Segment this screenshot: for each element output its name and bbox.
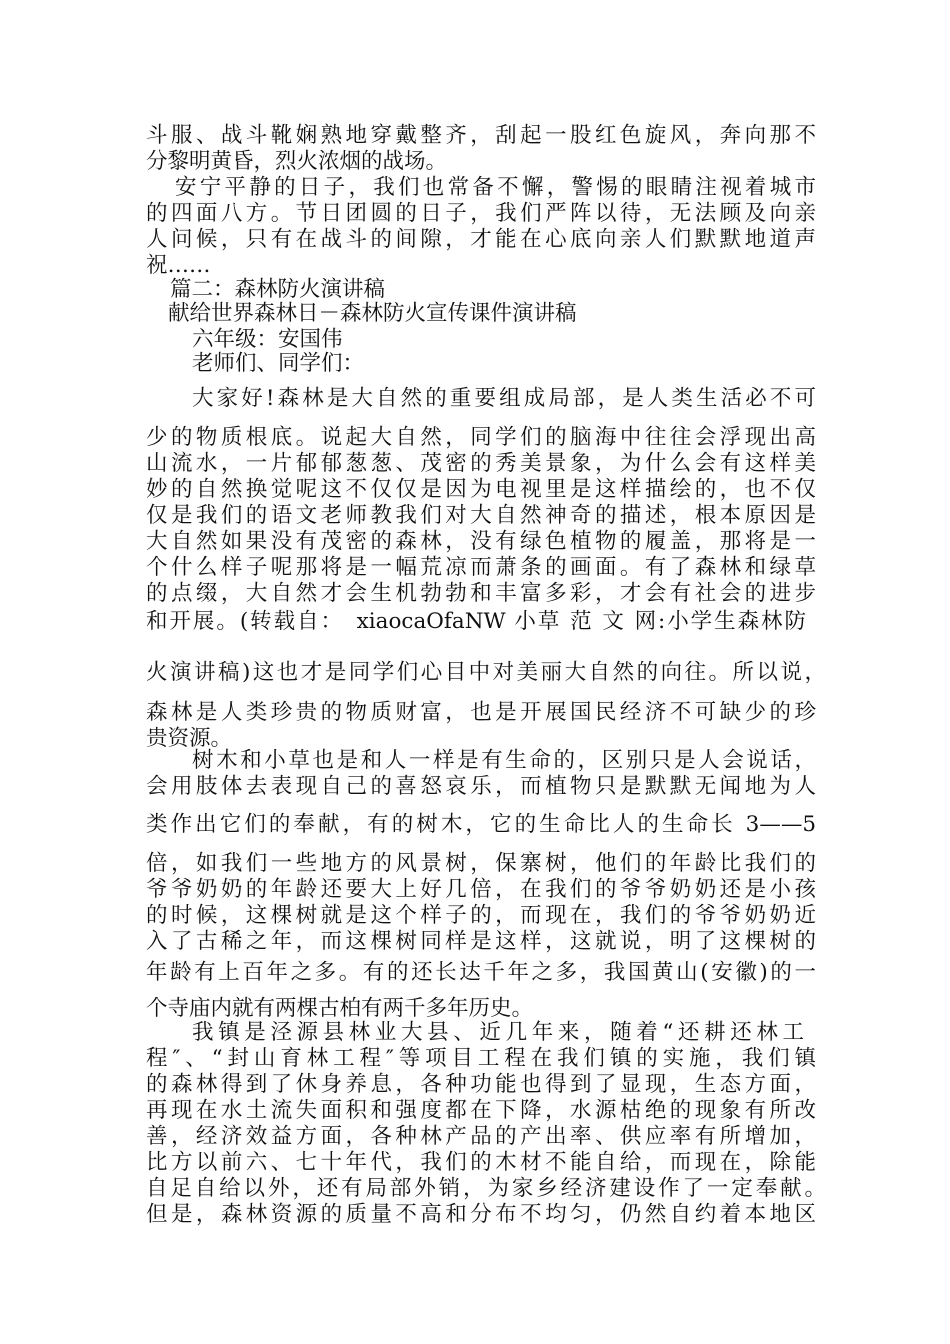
text-line: 倍，如我们一些地方的风景树，保寨树，他们的年龄比我们的: [146, 851, 816, 876]
text-line: 个寺庙内就有两棵古柏有两千多年历史。: [146, 996, 534, 1021]
section-heading: 篇二：森林防火演讲稿: [170, 277, 386, 302]
text-line: 斗服、战斗靴娴熟地穿戴整齐，刮起一股红色旋风，奔向那不: [146, 123, 816, 148]
text-line: 但是，森林资源的质量不高和分布不均匀，仍然自约着本地区: [146, 1202, 816, 1227]
text-line: 我镇是泾源县林业大县、近几年来，随着“还耕还林工: [192, 1020, 804, 1045]
text-line: 森林是人类珍贵的物质财富，也是开展国民经济不可缺少的珍: [146, 700, 816, 725]
text-line: 程″、“封山育林工程″等项目工程在我们镇的实施，我们镇: [146, 1046, 816, 1071]
text-line: 贵资源。: [146, 726, 233, 751]
text-line: 比方以前六、七十年代，我们的木材不能自给，而现在，除能: [146, 1150, 816, 1175]
text-line: 仅是我们的语文老师教我们对大自然神奇的描述，根本原因是: [146, 503, 816, 528]
text-line: 大自然如果没有茂密的森林，没有绿色植物的履盖，那将是一: [146, 529, 816, 554]
speech-title: 献给世界森林日－森林防火宣传课件演讲稿: [168, 301, 577, 326]
text-line: 入了古稀之年，而这棵树同样是这样，这就说，明了这棵树的: [146, 929, 816, 954]
text-line: 火演讲稿)这也才是同学们心目中对美丽大自然的向往。所以说，: [146, 660, 826, 685]
text-line: 的森林得到了休身养息，各种功能也得到了显现，生态方面，: [146, 1072, 816, 1097]
text-line: 安宁平静的日子，我们也常备不懈，警惕的眼睛注视着城市: [175, 175, 816, 200]
text-line: 祝……: [146, 253, 211, 278]
text-line: 和开展。(转载自： xiaocaOfaNW 小草 范 文 网:小学生森林防: [146, 609, 806, 634]
text-line: 爷爷奶奶的年龄还要大上好几倍，在我们的爷爷奶奶还是小孩: [146, 877, 816, 902]
text-line: 再现在水土流失面积和强度都在下降，水源枯绝的现象有所改: [146, 1098, 816, 1123]
text-line: 山流水，一片郁郁葱葱、茂密的秀美景象，为什么会有这样美: [146, 451, 816, 476]
text-line: 的时候，这棵树就是这个样子的，而现在，我们的爷爷奶奶近: [146, 903, 816, 928]
text-line: 妙的自然换觉呢这不仅仅是因为电视里是这样描绘的，也不仅: [146, 477, 816, 502]
text-line: 的四面八方。节日团圆的日子，我们严阵以待，无法顾及向亲: [146, 201, 816, 226]
text-line: 类作出它们的奉献，有的树木，它的生命比人的生命长 3——5: [146, 812, 816, 837]
text-line: 会用肢体去表现自己的喜怒哀乐，而植物只是默默无闻地为人: [146, 774, 816, 799]
text-line: 人问候，只有在战斗的间隙，才能在心底向亲人们默默地道声: [146, 227, 816, 252]
text-line: 善，经济效益方面，各种林产品的产出率、供应率有所增加，: [146, 1124, 816, 1149]
text-line: 分黎明黄昏，烈火浓烟的战场。: [146, 149, 448, 174]
text-line: 大家好!森林是大自然的重要组成局部，是人类生活必不可: [192, 386, 816, 411]
text-line: 少的物质根底。说起大自然，同学们的脑海中往往会浮现出高: [146, 425, 816, 450]
text-line: 的点缀，大自然才会生机勃勃和丰富多彩，才会有社会的进步: [146, 581, 816, 606]
text-line: 自足自给以外，还有局部外销，为家乡经济建设作了一定奉献。: [146, 1176, 826, 1201]
speaker-line: 六年级：安国伟: [192, 327, 343, 352]
text-line: 年龄有上百年之多。有的还长达千年之多，我国黄山(安徽)的一: [146, 960, 816, 985]
text-line: 树木和小草也是和人一样是有生命的，区别只是人会说话，: [192, 748, 816, 773]
text-line: 个什么样子呢那将是一幅荒凉而萧条的画面。有了森林和绿草: [146, 555, 816, 580]
salutation: 老师们、同学们：: [192, 351, 365, 376]
